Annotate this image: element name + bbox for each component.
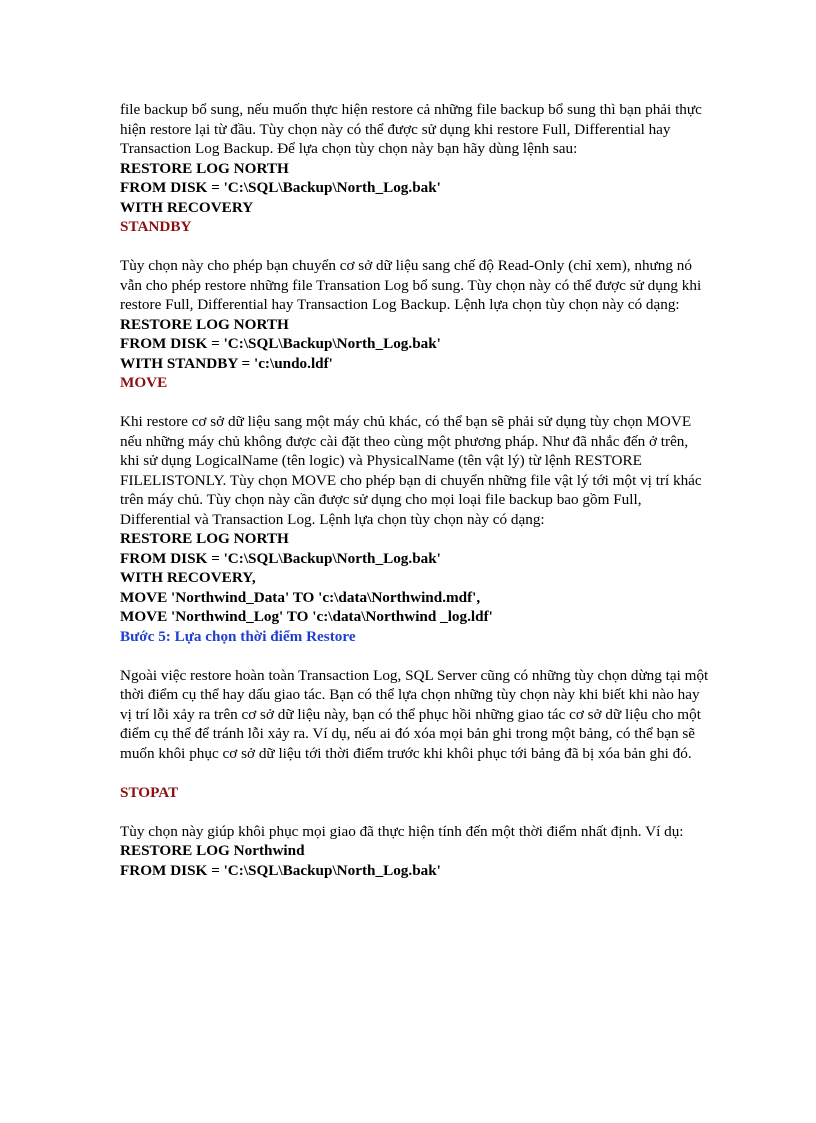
code-line: RESTORE LOG NORTH	[120, 530, 289, 547]
paragraph-stopat: Tùy chọn này giúp khôi phục mọi giao đã thực hiện tính đến một thời điểm nhất định. Ví dụ:	[120, 822, 684, 840]
heading-stopat: STOPAT	[120, 783, 179, 801]
paragraph-move: Khi restore cơ sở dữ liệu sang một máy chủ khác, có thể bạn sẽ phải sử dụng tùy chọn MOVE nếu những máy chủ không được cài đặt theo cùng một phương pháp. Như đã nhắc đến ở trên, khi sử dụng LogicalName (tên logic) và PhysicalName (tên vật lý) từ lệnh RESTORE FILELISTONLY. Tùy chọn MOVE cho phép bạn di chuyển những file vật lý tới một vị trí khác trên máy chủ. Tùy chọn này cần được sử dụng cho mọi loại file backup bao gồm Full, Differential và Transaction Log. Lệnh lựa chọn tùy chọn này có dạng:	[120, 413, 702, 528]
code-line: MOVE 'Northwind_Data' TO 'c:\data\Northwind.mdf',	[120, 588, 481, 606]
code-line: MOVE 'Northwind_Log' TO 'c:\data\Northwind _log.ldf'	[120, 608, 493, 625]
code-line: FROM DISK = 'C:\SQL\Backup\North_Log.bak'	[120, 861, 441, 879]
paragraph-restore-point: Ngoài việc restore hoàn toàn Transaction Log, SQL Server cũng có những tùy chọn dừng tại một thời điểm cụ thể hay dấu giao tác. Bạn có thể lựa chọn những tùy chọn này khi biết khi nào hay vị trí lỗi xảy ra trên cơ sở dữ liệu này, bạn có thể phục hồi những giao tác cơ sở dữ liệu cho một điểm cụ thể để tránh lỗi xảy ra. Ví dụ, nếu ai đó xóa mọi bản ghi trong một bảng, có thể bạn sẽ muốn khôi phục cơ sở dữ liệu tới thời điểm trước khi khôi phục tới bảng đã bị xóa bản ghi đó.	[120, 666, 709, 762]
code-block-move	[120, 529, 710, 627]
heading-step-5: Bước 5: Lựa chọn thời điểm Restore	[120, 627, 356, 645]
code-line: FROM DISK = 'C:\SQL\Backup\North_Log.bak'	[120, 549, 441, 567]
code-line: RESTORE LOG NORTH	[120, 315, 289, 333]
heading-move: MOVE	[120, 374, 168, 391]
code-line: WITH STANDBY = 'c:\undo.ldf'	[120, 354, 333, 372]
code-line: FROM DISK = 'C:\SQL\Backup\North_Log.bak'	[120, 335, 441, 352]
code-line: WITH RECOVERY,	[120, 569, 256, 586]
code-block-standby	[120, 315, 710, 374]
code-line: FROM DISK = 'C:\SQL\Backup\North_Log.bak'	[120, 179, 441, 196]
document-page	[120, 100, 710, 880]
code-line: RESTORE LOG Northwind	[120, 842, 305, 859]
heading-standby: STANDBY	[120, 218, 192, 235]
code-block-recovery	[120, 159, 710, 218]
code-line: WITH RECOVERY	[120, 198, 254, 216]
paragraph-standby: Tùy chọn này cho phép bạn chuyển cơ sở dữ liệu sang chế độ Read-Only (chỉ xem), nhưng nó vẫn cho phép restore những file Transation Log bổ sung. Tùy chọn này có thể được sử dụng khi restore Full, Differential hay Transaction Log Backup. Lệnh lựa chọn tùy chọn này có dạng:	[120, 257, 702, 313]
code-line: RESTORE LOG NORTH	[120, 159, 289, 177]
code-block-stopat	[120, 841, 710, 880]
paragraph-backup-intro: file backup bổ sung, nếu muốn thực hiện restore cả những file backup bổ sung thì bạn phải thực hiện restore lại từ đầu. Tùy chọn này có thể được sử dụng khi restore Full, Differential hay Transaction Log Backup. Để lựa chọn tùy chọn này bạn hãy dùng lệnh sau:	[120, 101, 702, 157]
